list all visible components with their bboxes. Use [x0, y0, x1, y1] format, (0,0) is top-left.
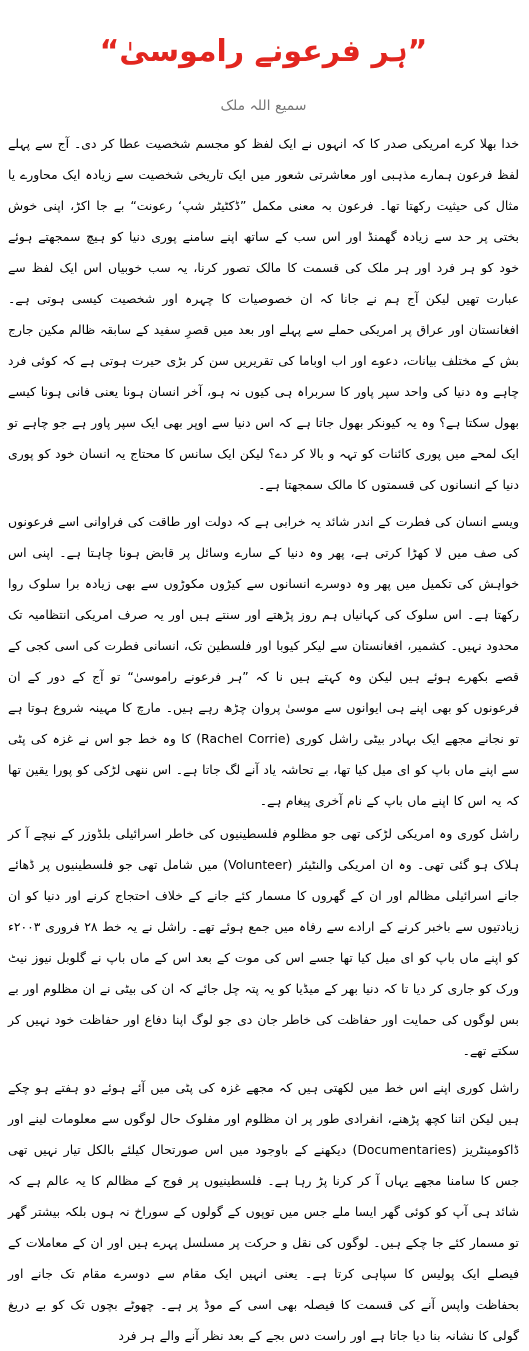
author-byline: سمیع اللہ ملک	[220, 98, 307, 114]
paragraph: ویسے انسان کی فطرت کے اندر شائد یہ خرابی ہے کہ دولت اور طاقت کی فراوانی اسے فرعونوں کی صف میں لا کھڑا کرتی ہے، پھر وہ دنیا کے سارے وسائل پر قابض ہونا چاہتا ہے۔ اپنی اس خواہش کی تکمیل میں پھر وہ دوسرے انسانوں سے کیڑوں مکوڑوں سے بھی زیادہ برا سلوک روا رکھتا ہے۔ اس سلوک کی کہانیاں ہم روز پڑھتے اور سنتے ہیں اور یہ صرف امریکی انتظامیہ تک محدود نہیں۔ کشمیر، افغانستان سے لیکر کیوبا اور فلسطین تک، انسانی فطرت کی اسی کجی کے قصے بکھرے ہوئے ہیں لیکن وہ کہتے ہیں نا کہ ”ہر فرعونے راموسیٰ“ تو آج کے دور کے ان فرعونوں کو بھی اپنے ہی ایوانوں سے موسیٰ پروان چڑھ رہے ہیں۔ مارچ کا مہینہ شروع ہوتا ہے تو نجانے مجھے ایک بہادر بیٹی راشل کوری (Rachel Corrie) کا وہ خط جو اس نے غزہ کی پٹی سے اپنے ماں باپ کو ای میل کیا تھا، بے تحاشہ یاد آنے لگ جاتا ہے۔ اس ننھی لڑکی کو پورا یقین تھا کہ یہ اس کا اپنے ماں باپ کے نام آخری پیغام ہے۔	[8, 514, 519, 808]
paragraph: راشل کوری وہ امریکی لڑکی تھی جو مظلوم فلسطینیوں کی خاطر اسرائیلی بلڈوزر کے نیچے آ کر ہلاک ہو گئی تھی۔ وہ ان امریکی والنٹیئر (Volunteer) میں شامل تھی جو فلسطینیوں پر ڈھائے جانے اسرائیلی مظالم اور ان کے گھروں کا مسمار کئے جانے کے خلاف احتجاج کرنے اور دنیا کو ان زیادتیوں سے باخبر کرنے کے ارادے سے رفاہ میں جمع ہوئے تھے۔ راشل نے یہ خط ۲۸ فروری ۲۰۰۳ء کو اپنے ماں باپ کو ای میل کیا تھا جسے اس کی موت کے بعد اس کے ماں باپ نے گلوبل نیوز نیٹ ورک کو جاری کر دیا تا کہ دنیا بھر کے میڈیا کو یہ پتہ چل جائے کہ ان کی بیٹی نے ان مظلوم اور بے بس لوگوں کی حمایت اور حفاظت کی خاطر جان دی جو لوگ اپنا دفاع اور حفاظت خود نہیں کر سکتے تھے۔	[8, 826, 519, 1058]
paragraph: راشل کوری اپنے اس خط میں لکھتی ہیں کہ مجھے غزہ کی پٹی میں آئے ہوئے دو ہفتے ہو چکے ہیں لیکن اتنا کچھ پڑھنے، انفرادی طور پر ان مظلوم اور مفلوک حال لوگوں سے معلومات لینے اور ڈاکومینٹریز (Documentaries) دیکھنے کے باوجود میں اس صورتحال کیلئے بالکل تیار نہیں تھی جس کا سامنا مجھے یہاں آ کر کرنا پڑ رہا ہے۔ فلسطینیوں پر فوج کے مظالم کا یہ عالم ہے کہ شائد ہی آپ کو کوئی گھر ایسا ملے جس میں توپوں کے گولوں کے سوراخ نہ ہوں بلکہ بیشتر گھر تو مسمار کئے جا چکے ہیں۔ لوگوں کی نقل و حرکت پر مسلسل پہرے ہیں اور ان کے معاملات کے فیصلے ایک پولیس کا سپاہی کرتا ہے۔ یعنی انہیں ایک مقام سے دوسرے مقام تک جانے اور بحفاظت واپس آنے کی قسمت کا فیصلہ بھی اسی کے موڈ پر ہے۔ چھوٹے بچوں تک کو بے دریغ گولی کا نشانہ بنا دیا جاتا ہے اور راست دس بجے کے بعد نظر آنے والے ہر فرد	[8, 1080, 519, 1343]
article-title: ”ہر فرعونے راموسیٰ“	[99, 34, 428, 69]
paragraph: خدا بھلا کرے امریکی صدر کا کہ انہوں نے ایک لفظ کو مجسم شخصیت عطا کر دی۔ آج سے پہلے لفظ فرعون ہمارے مذہبی اور معاشرتی شعور میں ایک تاریخی شخصیت سے زیادہ ایک محاورے یا مثال کی حیثیت رکھتا تھا۔ فرعون بہ معنی مکمل ”ڈکٹیٹر شپ‘ رعونت“ بے جا اکڑ، اپنی خوش بختی پر حد سے زیادہ گھمنڈ اور اس سب کے ساتھ اپنے سامنے پوری دنیا کو ہیچ سمجھتے ہوئے خود کو ہر فرد اور ہر ملک کی قسمت کا مالک تصور کرنا، یہ سب خوبیاں اس ایک لفظ سے عبارت تھیں لیکن آج ہم نے جانا کہ ان خصوصیات کا چہرہ اور شخصیت کیسی ہوتی ہے۔ افغانستان اور عراق پر امریکی حملے سے پہلے اور بعد میں قصرِ سفید کے سابقہ ظالم مکین جارج بش کے مختلف بیانات، دعوے اور اب اوباما کی تقریریں سن کر بڑی حیرت ہوتی ہے کہ کوئی فرد چاہے وہ دنیا کی واحد سپر پاور کا سربراہ ہی کیوں نہ ہو، آخر انسان ہونا یعنی فانی ہونا کیسے بھول سکتا ہے؟ وہ یہ کیونکر بھول جاتا ہے کہ اس دنیا سے اوپر بھی ایک سپر پاور ہے جو چاہے تو ایک لمحے میں پوری کائنات کو تہہ و بالا کر دے؟ لیکن ایک سانس کا محتاج یہ انسان خود کو پوری دنیا کے انسانوں کی قسمتوں کا مالک سمجھتا ہے۔	[8, 136, 519, 492]
article-header	[8, 0, 519, 114]
article-body	[8, 128, 519, 1351]
